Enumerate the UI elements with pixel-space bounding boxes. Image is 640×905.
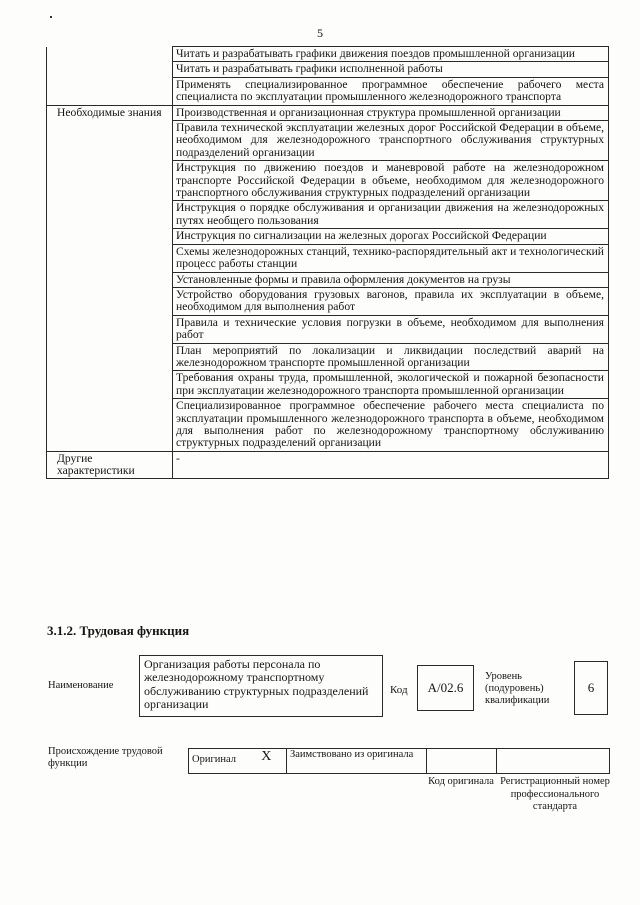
content-cell bbox=[173, 287, 609, 315]
content-cell bbox=[173, 315, 609, 343]
scan-speck bbox=[50, 16, 52, 18]
original-code-cell bbox=[427, 749, 497, 774]
cell-text: Устройство оборудования грузовых вагонов, правила их эксплуатации в объеме, необходимом для выполнения работ bbox=[176, 287, 604, 314]
cell-text: Правила технической эксплуатации железных дорог Российской Федерации в объеме, необходимом для железнодорожного транспортного обслуживания структурных подразделений организации bbox=[176, 121, 604, 159]
cell-text: Читать и разрабатывать графики исполненной работы bbox=[176, 62, 443, 76]
other-label-cell-text: Другие характеристики bbox=[57, 451, 135, 478]
content-cell bbox=[173, 201, 609, 229]
cell-text: Инструкция о порядке обслуживания и организации движения на железнодорожных путях необщего пользования bbox=[176, 201, 604, 227]
cell-text: Производственная и организационная структура промышленной организации bbox=[176, 105, 561, 119]
content-cell bbox=[173, 161, 609, 201]
content-cell bbox=[173, 371, 609, 399]
borrowed-label: Заимствовано из оригинала bbox=[290, 749, 414, 760]
skills-label-cell bbox=[47, 47, 173, 106]
content-cell bbox=[173, 77, 609, 105]
original-mark-cell bbox=[247, 749, 287, 774]
function-details-table bbox=[46, 46, 609, 479]
borrowed-cell bbox=[287, 749, 427, 774]
cell-text: - bbox=[176, 451, 180, 465]
table-row bbox=[47, 105, 609, 120]
page-number: 5 bbox=[317, 26, 323, 40]
content-cell bbox=[173, 343, 609, 371]
table-row bbox=[47, 47, 609, 62]
content-cell bbox=[173, 105, 609, 120]
original-label: Оригинал bbox=[192, 754, 236, 765]
code-caption: Код оригинала bbox=[428, 776, 494, 787]
other-label-cell bbox=[47, 451, 173, 478]
content-cell bbox=[173, 244, 609, 272]
registration-number-cell bbox=[497, 749, 610, 774]
level-label: Уровень (подуровень) квалификации bbox=[485, 671, 550, 706]
cell-text: Схемы железнодорожных станций, технико-распорядительный акт и технологический процесс работы станции bbox=[176, 244, 604, 271]
content-cell bbox=[173, 229, 609, 244]
cell-text: Специализированное программное обеспечение рабочего места специалиста по эксплуатации промышленного железнодорожного транспорта в объеме, необходимом для выполнения работ по железнодорожному транспортному обслуживанию структурных подразделений организации bbox=[176, 399, 604, 450]
origin-label: Происхождение трудовой функции bbox=[48, 746, 163, 769]
cell-text: Установленные формы и правила оформления документов на грузы bbox=[176, 272, 511, 286]
name-label: Наименование bbox=[48, 680, 114, 691]
cell-text: Инструкция по движению поездов и маневровой работе на железнодорожном транспорте Российской Федерации в объеме, необходимом для железнодорожного транспортного обслуживания структурных подразделений организации bbox=[176, 161, 604, 200]
original-mark: X bbox=[261, 749, 272, 764]
content-cell bbox=[173, 62, 609, 77]
function-code-box: А/02.6 bbox=[417, 665, 474, 711]
registration-caption: Регистрационный номер профессионального стандарта bbox=[500, 776, 610, 812]
content-cell bbox=[173, 272, 609, 287]
content-cell bbox=[173, 451, 609, 478]
origin-table bbox=[188, 748, 610, 774]
knowledge-label-cell-text: Необходимые знания bbox=[57, 105, 162, 119]
content-cell bbox=[173, 121, 609, 161]
function-name-box: Организация работы персонала по железнодорожному транспортному обслуживанию структурных подразделений организации bbox=[139, 655, 383, 717]
content-cell bbox=[173, 399, 609, 452]
section-heading: 3.1.2. Трудовая функция bbox=[47, 623, 190, 638]
content-cell bbox=[173, 47, 609, 62]
cell-text: План мероприятий по локализации и ликвидации последствий аварий на железнодорожном транспорте промышленной организации bbox=[176, 343, 604, 369]
cell-text: Применять специализированное программное обеспечение рабочего места специалиста по эксплуатации промышленного железнодорожного транспорта bbox=[176, 77, 604, 104]
code-label: Код bbox=[390, 684, 408, 696]
cell-text: Правила и технические условия погрузки в объеме, необходимом для выполнения работ bbox=[176, 315, 604, 342]
original-cell bbox=[189, 749, 247, 774]
cell-text: Читать и разрабатывать графики движения поездов промышленной организации bbox=[176, 47, 575, 60]
cell-text: Инструкция по сигнализации на железных дорогах Российской Федерации bbox=[176, 229, 547, 243]
cell-text: Требования охраны труда, промышленной, экологической и пожарной безопасности при эксплуатации железнодорожного транспорта промышленной организации bbox=[176, 371, 604, 397]
table-row bbox=[47, 451, 609, 478]
knowledge-label-cell bbox=[47, 105, 173, 451]
level-box: 6 bbox=[574, 661, 608, 715]
